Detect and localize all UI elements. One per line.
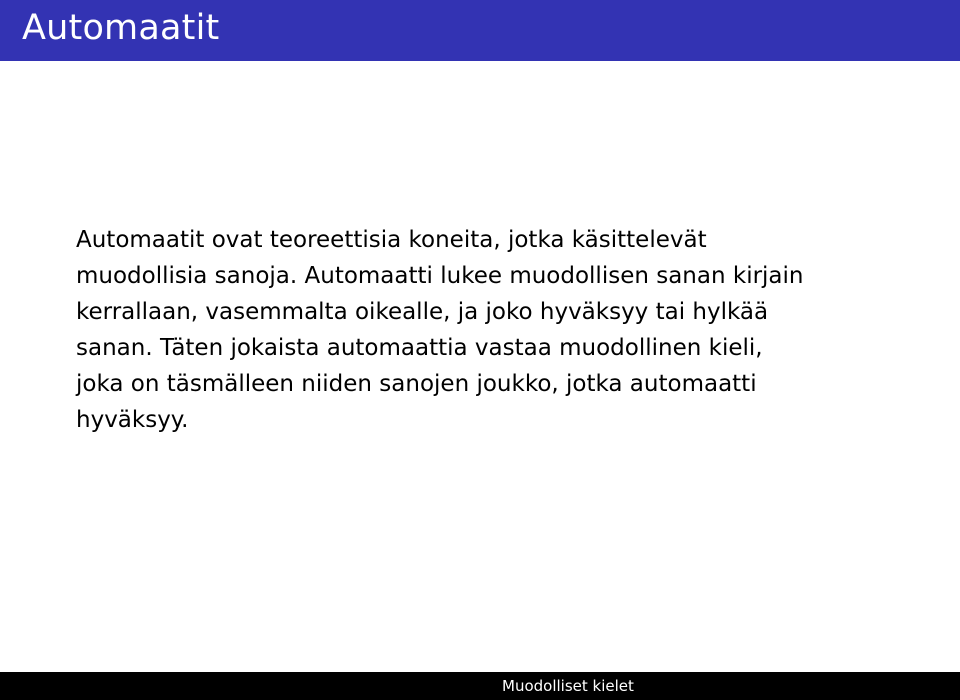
footer-right-block	[480, 672, 960, 700]
slide-title-bar	[0, 0, 960, 61]
slide-body-text: Automaatit ovat teoreettisia koneita, jotka käsittelevät muodollisia sanoja. Automaatti lukee muodollisen sanan kirjain kerrallaan, vasemmalta oikealle, ja joko hyväksyy tai hylkää sanan. Täten jokaista automaattia vastaa muodollinen kieli, joka on täsmälleen niiden sanojen joukko, jotka automaatti hyväksyy.	[76, 227, 804, 433]
slide-title: Automaatit	[22, 8, 220, 48]
slide-footer-bar	[0, 672, 960, 700]
footer-label: Muodolliset kielet	[502, 677, 634, 695]
